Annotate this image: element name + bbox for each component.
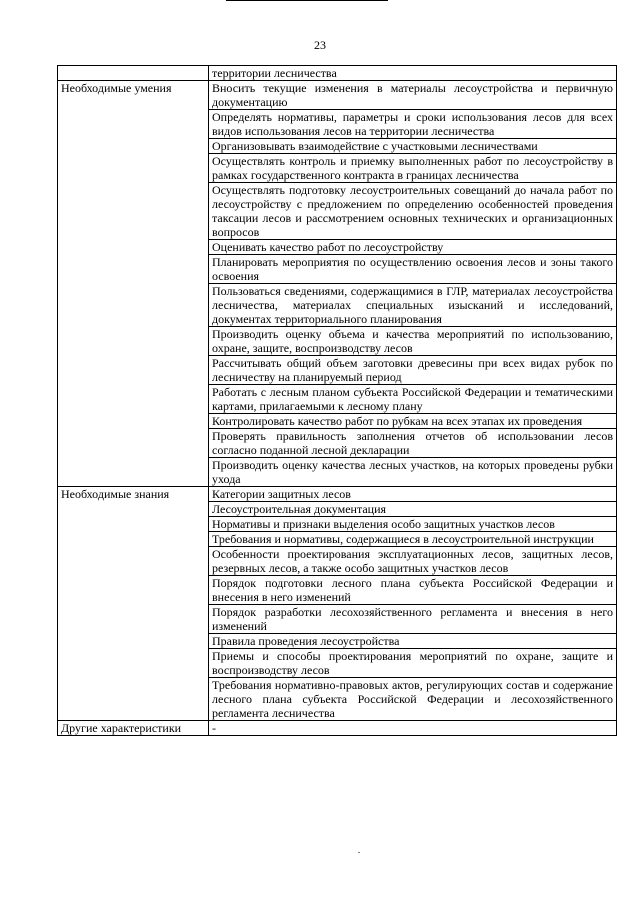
row-label-cell bbox=[58, 66, 209, 81]
table-row bbox=[58, 721, 617, 736]
top-rule bbox=[226, 0, 388, 1]
row-item-cell: Нормативы и признаки выделения особо защитных участков лесов bbox=[209, 517, 617, 532]
row-item-cell: Приемы и способы проектирования мероприятий по охране, защите и воспроизводству лесов bbox=[209, 649, 617, 678]
row-item-cell: - bbox=[209, 721, 617, 736]
row-item-cell: Проверять правильность заполнения отчетов об использовании лесов согласно поданной лесной декларации bbox=[209, 429, 617, 458]
table-row bbox=[58, 66, 617, 81]
qualification-table bbox=[57, 65, 617, 736]
row-item-cell: Оценивать качество работ по лесоустройству bbox=[209, 240, 617, 255]
row-item-cell: Определять нормативы, параметры и сроки использования лесов для всех видов использования лесов на территории лесничества bbox=[209, 110, 617, 139]
row-item-cell: Правила проведения лесоустройства bbox=[209, 634, 617, 649]
row-item-cell: Порядок подготовки лесного плана субъекта Российской Федерации и внесения в него изменений bbox=[209, 576, 617, 605]
row-item-cell: Работать с лесным планом субъекта Российской Федерации и тематическими картами, прилагаемыми к лесному плану bbox=[209, 385, 617, 414]
row-label-cell: Необходимые умения bbox=[58, 81, 209, 487]
row-label-cell: Необходимые знания bbox=[58, 487, 209, 721]
table-row bbox=[58, 81, 617, 110]
row-item-cell: Планировать мероприятия по осуществлению освоения лесов и зоны такого освоения bbox=[209, 255, 617, 284]
row-item-cell: Пользоваться сведениями, содержащимися в ГЛР, материалах лесоустройства лесничества, материалах специальных изысканий и исследований, документах территориального планирования bbox=[209, 284, 617, 327]
row-item-cell: Рассчитывать общий объем заготовки древесины при всех видах рубок по лесничеству на планируемый период bbox=[209, 356, 617, 385]
scan-speck bbox=[358, 852, 360, 853]
page-number: 23 bbox=[314, 38, 326, 52]
row-item-cell: Категории защитных лесов bbox=[209, 487, 617, 502]
row-item-cell: Осуществлять подготовку лесоустроительных совещаний до начала работ по лесоустройству с предложением по определению особенностей проведения таксации лесов и рассмотрением основных технических и организационных вопросов bbox=[209, 183, 617, 240]
row-item-cell: Особенности проектирования эксплуатационных лесов, защитных лесов, резервных лесов, а также особо защитных участков лесов bbox=[209, 547, 617, 576]
row-item-cell: Лесоустроительная документация bbox=[209, 502, 617, 517]
row-item-cell: Требования нормативно-правовых актов, регулирующих состав и содержание лесного плана субъекта Российской Федерации и лесохозяйственного регламента лесничества bbox=[209, 678, 617, 721]
row-item-cell: Порядок разработки лесохозяйственного регламента и внесения в него изменений bbox=[209, 605, 617, 634]
row-item-cell: Вносить текущие изменения в материалы лесоустройства и первичную документацию bbox=[209, 81, 617, 110]
row-item-cell: территории лесничества bbox=[209, 66, 617, 81]
row-item-cell: Производить оценку объема и качества мероприятий по использованию, охране, защите, воспроизводству лесов bbox=[209, 327, 617, 356]
row-item-cell: Требования и нормативы, содержащиеся в лесоустроительной инструкции bbox=[209, 532, 617, 547]
row-label-cell: Другие характеристики bbox=[58, 721, 209, 736]
row-item-cell: Контролировать качество работ по рубкам на всех этапах их проведения bbox=[209, 414, 617, 429]
row-item-cell: Осуществлять контроль и приемку выполненных работ по лесоустройству в рамках государственного контракта в границах лесничества bbox=[209, 154, 617, 183]
row-item-cell: Производить оценку качества лесных участков, на которых проведены рубки ухода bbox=[209, 458, 617, 487]
table-row bbox=[58, 487, 617, 502]
row-item-cell: Организовывать взаимодействие с участковыми лесничествами bbox=[209, 139, 617, 154]
